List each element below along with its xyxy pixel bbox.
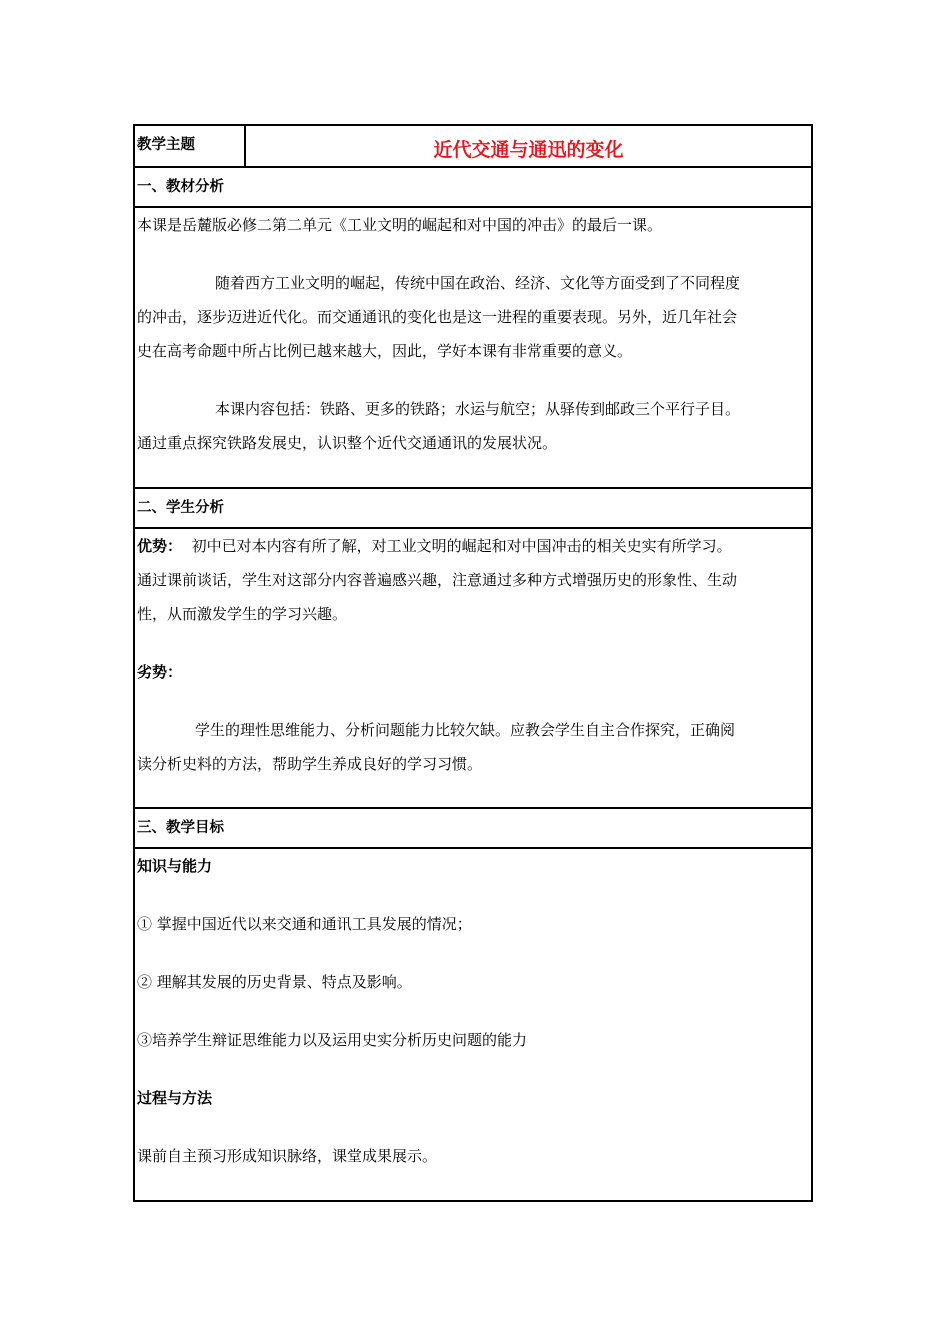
student-analysis-body: [135, 527, 811, 807]
paragraph: 随着西方工业文明的崛起，传统中国在政治、经济、文化等方面受到了不同程度: [215, 274, 741, 292]
paragraph-line: 通过课前谈话，学生对这部分内容普遍感兴趣，注意通过多种方式增强历史的形象性、生动: [137, 571, 738, 589]
paragraph-line: 的冲击，逐步迈进近代化。而交通通讯的变化也是这一进程的重要表现。另外，近几年社会: [137, 308, 738, 326]
teaching-goals-body: [135, 847, 811, 1200]
goal-item: ① 掌握中国近代以来交通和通讯工具发展的情况；: [137, 915, 472, 933]
process-text: 课前自主预习形成知识脉络，课堂成果展示。: [137, 1147, 438, 1165]
paragraph-line: 性，从而激发学生的学习兴趣。: [137, 605, 348, 623]
strength-label: 优势：: [137, 537, 183, 555]
lesson-title: 近代交通与通迅的变化: [433, 139, 624, 161]
knowledge-heading: 知识与能力: [137, 857, 213, 875]
section-heading-textbook-analysis: 一、教材分析: [135, 166, 811, 206]
paragraph-line: 读分析史料的方法，帮助学生养成良好的学习习惯。: [137, 755, 483, 773]
paragraph: 本课是岳麓版必修二第二单元《工业文明的崛起和对中国的冲击》的最后一课。: [137, 216, 663, 234]
topic-label: 教学主题: [135, 126, 246, 166]
paragraph-line: 通过重点探究铁路发展史，认识整个近代交通通讯的发展状况。: [137, 434, 558, 452]
paragraph: 本课内容包括：铁路、更多的铁路；水运与航空；从驿传到邮政三个平行子目。: [215, 400, 741, 418]
paragraph-line: 史在高考命题中所占比例已越来越大，因此，学好本课有非常重要的意义。: [137, 342, 633, 360]
strength-paragraph: [137, 529, 809, 563]
goal-item: ② 理解其发展的历史背景、特点及影响。: [137, 973, 412, 991]
topic-row: [135, 126, 811, 166]
process-heading: 过程与方法: [137, 1089, 213, 1107]
strength-text: 初中已对本内容有所了解，对工业文明的崛起和对中国冲击的相关史实有所学习。: [191, 537, 732, 555]
goal-item: ③培养学生辩证思维能力以及运用史实分析历史问题的能力: [137, 1031, 528, 1049]
section-heading-teaching-goals: 三、教学目标: [135, 807, 811, 847]
lesson-plan-table: [133, 124, 813, 1202]
section-heading-student-analysis: 二、学生分析: [135, 487, 811, 527]
weakness-label: 劣势：: [137, 663, 183, 681]
textbook-analysis-body: [135, 206, 811, 487]
weakness-paragraph: 学生的理性思维能力、分析问题能力比较欠缺。应教会学生自主合作探究，正确阅: [195, 721, 736, 739]
